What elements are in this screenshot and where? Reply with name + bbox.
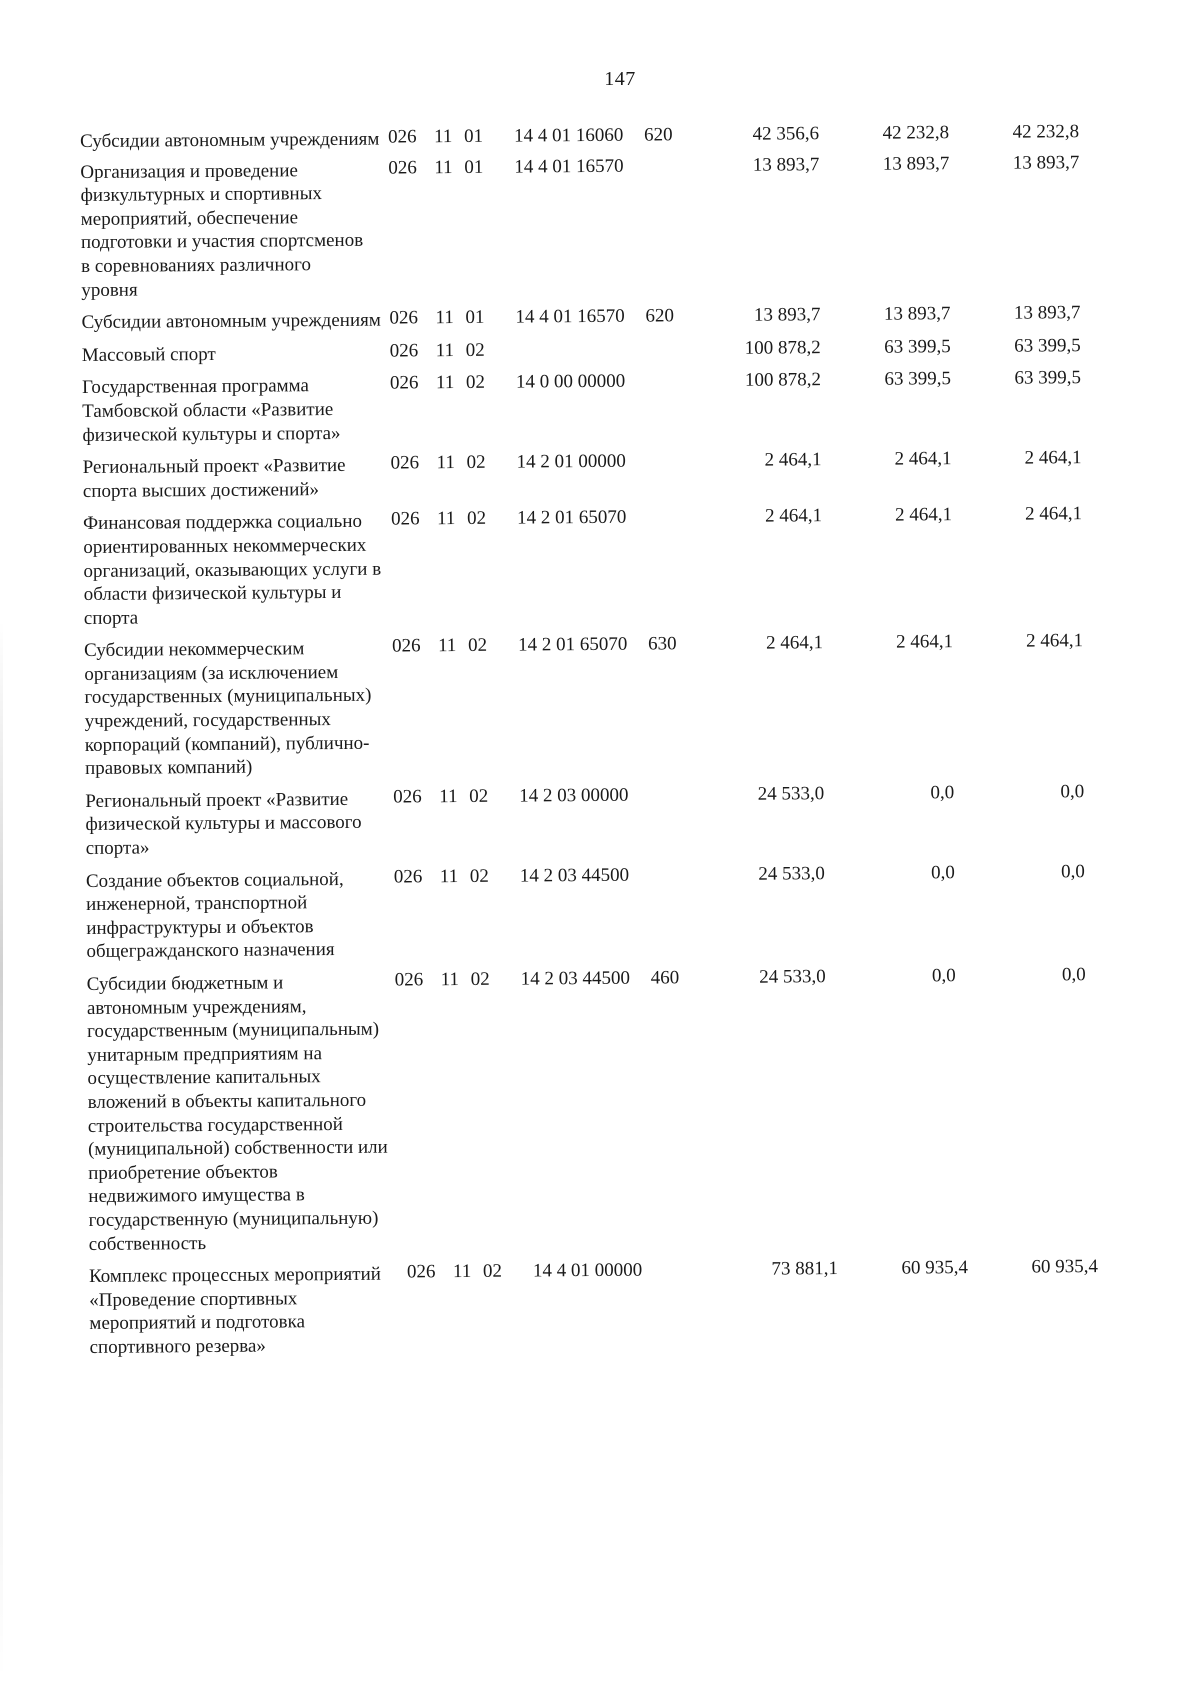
row-name: Субсидии некоммерческим организациям (за исключением государственных (муниципальных) учреждений, государственных корпораций (компаний), публично-правовых компаний) (84, 638, 372, 780)
row-subsection: 02 (465, 372, 486, 394)
row-target: 14 2 03 44500 (520, 967, 631, 990)
row-target: 14 0 00 00000 (515, 371, 626, 393)
row-subsection: 02 (465, 339, 485, 361)
row-name: Субсидии автономным учреждениям (81, 309, 381, 334)
row-type: 620 (643, 124, 673, 146)
row-subsection: 01 (465, 306, 485, 329)
row-target: 14 4 01 00000 (532, 1259, 643, 1282)
row-value-1: 73 881,1 (771, 1258, 839, 1280)
row-code: 026 (391, 635, 421, 657)
row-type: 620 (645, 305, 675, 327)
table-row (86, 859, 1172, 964)
row-name: Субсидии бюджетным и автономным учреждениям, государственным (муниципальным) унитарным предприятиям на осуществление капитальных вложений в объекты капитального строительства государственной (муниципальной) собственности или приобретение объектов недвижимого имущества в государственную (муниципальную) собственность (86, 972, 388, 1255)
row-value-1: 100 878,2 (744, 336, 821, 359)
row-code: 026 (389, 372, 419, 394)
row-value-3: 13 893,7 (1013, 302, 1081, 324)
table-row (80, 119, 1165, 153)
row-target: 14 2 03 44500 (519, 864, 630, 887)
row-value-3: 60 935,4 (1031, 1256, 1099, 1278)
row-value-1: 100 878,2 (744, 369, 822, 392)
row-value-2: 63 399,5 (884, 368, 952, 391)
row-value-2: 13 893,7 (883, 303, 951, 325)
row-subsection: 02 (466, 451, 486, 474)
row-section: 11 (434, 156, 453, 178)
row-subsection: 02 (470, 968, 490, 990)
row-name: Региональный проект «Развитие спорта высших достижений» (82, 455, 346, 502)
row-value-1: 42 356,6 (752, 123, 820, 145)
row-subsection: 02 (469, 865, 489, 887)
row-name: Массовый спорт (81, 343, 216, 366)
row-section: 11 (435, 339, 455, 361)
table-row (82, 366, 1168, 447)
page-number: 147 (604, 68, 636, 90)
row-name: Региональный проект «Развитие физической культуры и массового спорта» (85, 788, 362, 860)
row-section: 11 (435, 307, 454, 329)
row-value-3: 2 464,1 (1024, 503, 1083, 525)
row-section: 11 (436, 452, 456, 474)
row-type: 630 (647, 633, 677, 655)
row-code: 026 (390, 452, 420, 474)
row-section: 11 (439, 865, 459, 887)
row-name: Государственная программа Тамбовской области «Развитие физической культуры и спорта» (81, 375, 341, 446)
row-value-1: 24 533,0 (758, 862, 825, 885)
row-code: 026 (391, 508, 420, 530)
table-row (80, 150, 1166, 302)
table-row (81, 301, 1166, 335)
row-value-1: 2 464,1 (764, 505, 823, 527)
row-section: 11 (440, 969, 460, 991)
row-code: 026 (393, 786, 422, 808)
row-code: 026 (406, 1261, 436, 1283)
row-value-3: 2 464,1 (1025, 630, 1084, 652)
row-target: 14 4 01 16060 (513, 124, 624, 147)
row-name: Создание объектов социальной, инженерной, транспортной инфраструктуры и объектов общегражданского назначения (85, 868, 344, 963)
row-value-3: 2 464,1 (1024, 447, 1082, 469)
row-value-3: 0,0 (1061, 964, 1086, 986)
row-subsection: 01 (463, 125, 484, 147)
row-value-2: 63 399,5 (884, 335, 951, 358)
row-value-2: 13 893,7 (882, 152, 950, 175)
row-code: 026 (393, 865, 423, 888)
row-target: 14 4 01 16570 (515, 305, 625, 328)
scan-edge-shadow (0, 620, 3, 1680)
row-value-1: 13 893,7 (753, 304, 821, 326)
row-value-3: 13 893,7 (1012, 151, 1080, 174)
row-value-3: 63 399,5 (1014, 367, 1082, 390)
row-value-2: 2 464,1 (895, 631, 954, 653)
row-section: 11 (435, 372, 455, 394)
row-value-3: 0,0 (1061, 860, 1085, 882)
row-section: 11 (436, 508, 456, 530)
row-section: 11 (452, 1261, 472, 1283)
row-subsection: 02 (467, 635, 488, 657)
row-target: 14 2 01 00000 (516, 450, 626, 473)
row-value-3: 42 232,8 (1012, 121, 1080, 143)
row-value-1: 24 533,0 (757, 783, 825, 805)
row-value-1: 2 464,1 (765, 632, 824, 654)
row-section: 11 (439, 785, 458, 808)
row-type: 460 (650, 967, 680, 989)
table-row (83, 446, 1168, 504)
row-code: 026 (388, 156, 417, 179)
row-value-2: 0,0 (930, 781, 955, 804)
row-code: 026 (389, 340, 419, 362)
row-value-2: 0,0 (931, 861, 955, 883)
table-row (82, 333, 1167, 367)
row-name: Субсидии автономным учреждениям (80, 128, 380, 152)
row-value-3: 0,0 (1060, 780, 1085, 803)
row-name: Организация и проведение физкультурных и спортивных мероприятий, обеспечение подготовки и участия спортсменов в соревнованиях различного уровня (80, 159, 364, 301)
row-value-2: 2 464,1 (894, 504, 953, 526)
table-row (89, 1255, 1175, 1360)
row-target: 14 2 01 65070 (517, 633, 628, 656)
row-name: Комплекс процессных мероприятий «Проведение спортивных мероприятий и подготовка спортивного резерва» (88, 1263, 381, 1358)
row-value-2: 2 464,1 (894, 448, 952, 470)
table-row (83, 502, 1169, 630)
row-value-1: 13 893,7 (752, 153, 820, 176)
row-target (516, 337, 646, 338)
row-value-2: 0,0 (931, 965, 956, 987)
row-target: 14 4 01 16570 (514, 155, 624, 178)
row-subsection: 02 (466, 508, 487, 530)
row-subsection: 02 (469, 785, 489, 807)
table-row (85, 779, 1171, 860)
budget-table (80, 119, 1175, 1366)
row-code: 026 (387, 126, 417, 148)
row-name: Финансовая поддержка социально ориентированных некоммерческих организаций, оказывающих услуги в области физической культуры и спорта (83, 511, 382, 629)
row-code: 026 (394, 969, 424, 991)
row-section: 11 (437, 635, 457, 657)
row-code: 026 (389, 307, 419, 329)
row-target: 14 2 03 00000 (519, 784, 629, 807)
table-row (87, 962, 1174, 1256)
row-section: 11 (433, 126, 453, 148)
row-value-1: 2 464,1 (764, 449, 822, 471)
row-subsection: 01 (464, 156, 484, 178)
row-target: 14 2 01 65070 (516, 507, 627, 529)
row-value-1: 24 533,0 (759, 966, 826, 988)
table-row (84, 629, 1170, 781)
row-value-3: 63 399,5 (1014, 334, 1081, 357)
row-subsection: 02 (482, 1260, 503, 1282)
row-value-2: 60 935,4 (901, 1257, 969, 1279)
row-value-2: 42 232,8 (882, 122, 950, 144)
